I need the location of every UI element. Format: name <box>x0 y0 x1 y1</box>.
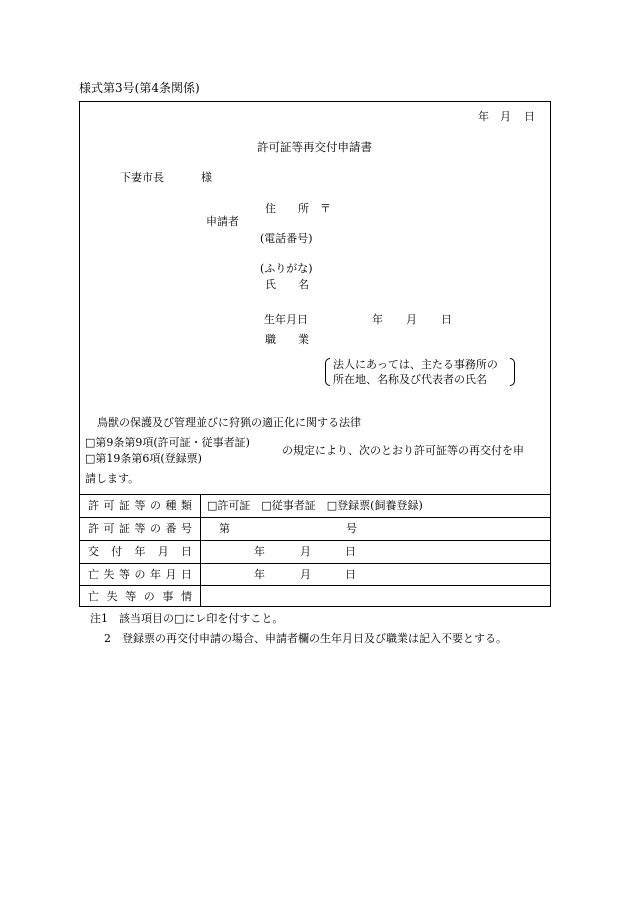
table-row-value-number: 第 <box>219 522 230 535</box>
table-row-label-loss-date: 亡 失 等 の 年 月 日 <box>88 568 192 581</box>
table-row-value-type: □許可証 □従事者証 □登録票(飼養登録) <box>207 499 423 512</box>
issue-day: 日 <box>345 545 356 558</box>
note-1: 注1 該当項目の□にレ印を付すこと。 <box>90 612 284 625</box>
applicant-label: 申請者 <box>206 215 239 228</box>
article-option-1: □第9条第9項(許可証・従事者証) <box>85 436 250 449</box>
name-label: 氏 名 <box>265 278 309 291</box>
form-title: 許可証等再交付申請書 <box>257 140 372 154</box>
form-number: 様式第3号(第4条関係) <box>79 81 200 95</box>
date-month: 月 <box>500 110 511 123</box>
addressee-name: 下妻市長 <box>120 171 164 184</box>
table-top-line <box>79 494 551 495</box>
occupation-label: 職 業 <box>265 333 309 346</box>
loss-year: 年 <box>254 568 265 581</box>
statement-tail: 請します。 <box>85 472 140 485</box>
note-2: 2 登録票の再交付申請の場合、申請者欄の生年月日及び職業は記入不要とする。 <box>104 632 507 645</box>
table-row-number-suffix: 号 <box>346 522 357 535</box>
table-row-label-type: 許 可 証 等 の 種 類 <box>88 499 192 512</box>
bracket-left <box>325 358 330 386</box>
birth-month: 月 <box>406 313 417 326</box>
birth-day: 日 <box>441 313 452 326</box>
birth-year: 年 <box>372 313 383 326</box>
table-column-divider <box>200 494 201 606</box>
date-day: 日 <box>524 110 535 123</box>
table-line-2 <box>79 540 551 541</box>
phone-label: (電話番号) <box>260 232 313 245</box>
issue-year: 年 <box>254 545 265 558</box>
corp-note-line1: 法人にあっては、主たる事務所の <box>333 358 498 371</box>
table-line-4 <box>79 585 551 586</box>
address-label: 住 所 〒 <box>265 202 331 215</box>
statement-continuation: の規定により、次のとおり許可証等の再交付を申 <box>282 444 524 457</box>
table-line-1 <box>79 517 551 518</box>
loss-day: 日 <box>345 568 356 581</box>
table-row-label-issue-date: 交 付 年 月 日 <box>88 545 192 558</box>
law-name: 鳥獣の保護及び管理並びに狩猟の適正化に関する法律 <box>97 416 361 429</box>
furigana-label: (ふりがな) <box>260 262 313 275</box>
table-row-label-number: 許 可 証 等 の 番 号 <box>88 522 192 535</box>
table-row-label-circumstances: 亡 失 等 の 事 情 <box>88 590 192 603</box>
loss-month: 月 <box>300 568 311 581</box>
article-option-2: □第19条第6項(登録票) <box>85 452 202 465</box>
issue-month: 月 <box>300 545 311 558</box>
birthdate-label: 生年月日 <box>264 313 308 326</box>
bracket-right <box>510 358 515 386</box>
corp-note-line2: 所在地、名称及び代表者の氏名 <box>333 373 487 386</box>
date-year: 年 <box>478 110 489 123</box>
table-line-3 <box>79 563 551 564</box>
addressee-suffix: 様 <box>201 171 212 184</box>
